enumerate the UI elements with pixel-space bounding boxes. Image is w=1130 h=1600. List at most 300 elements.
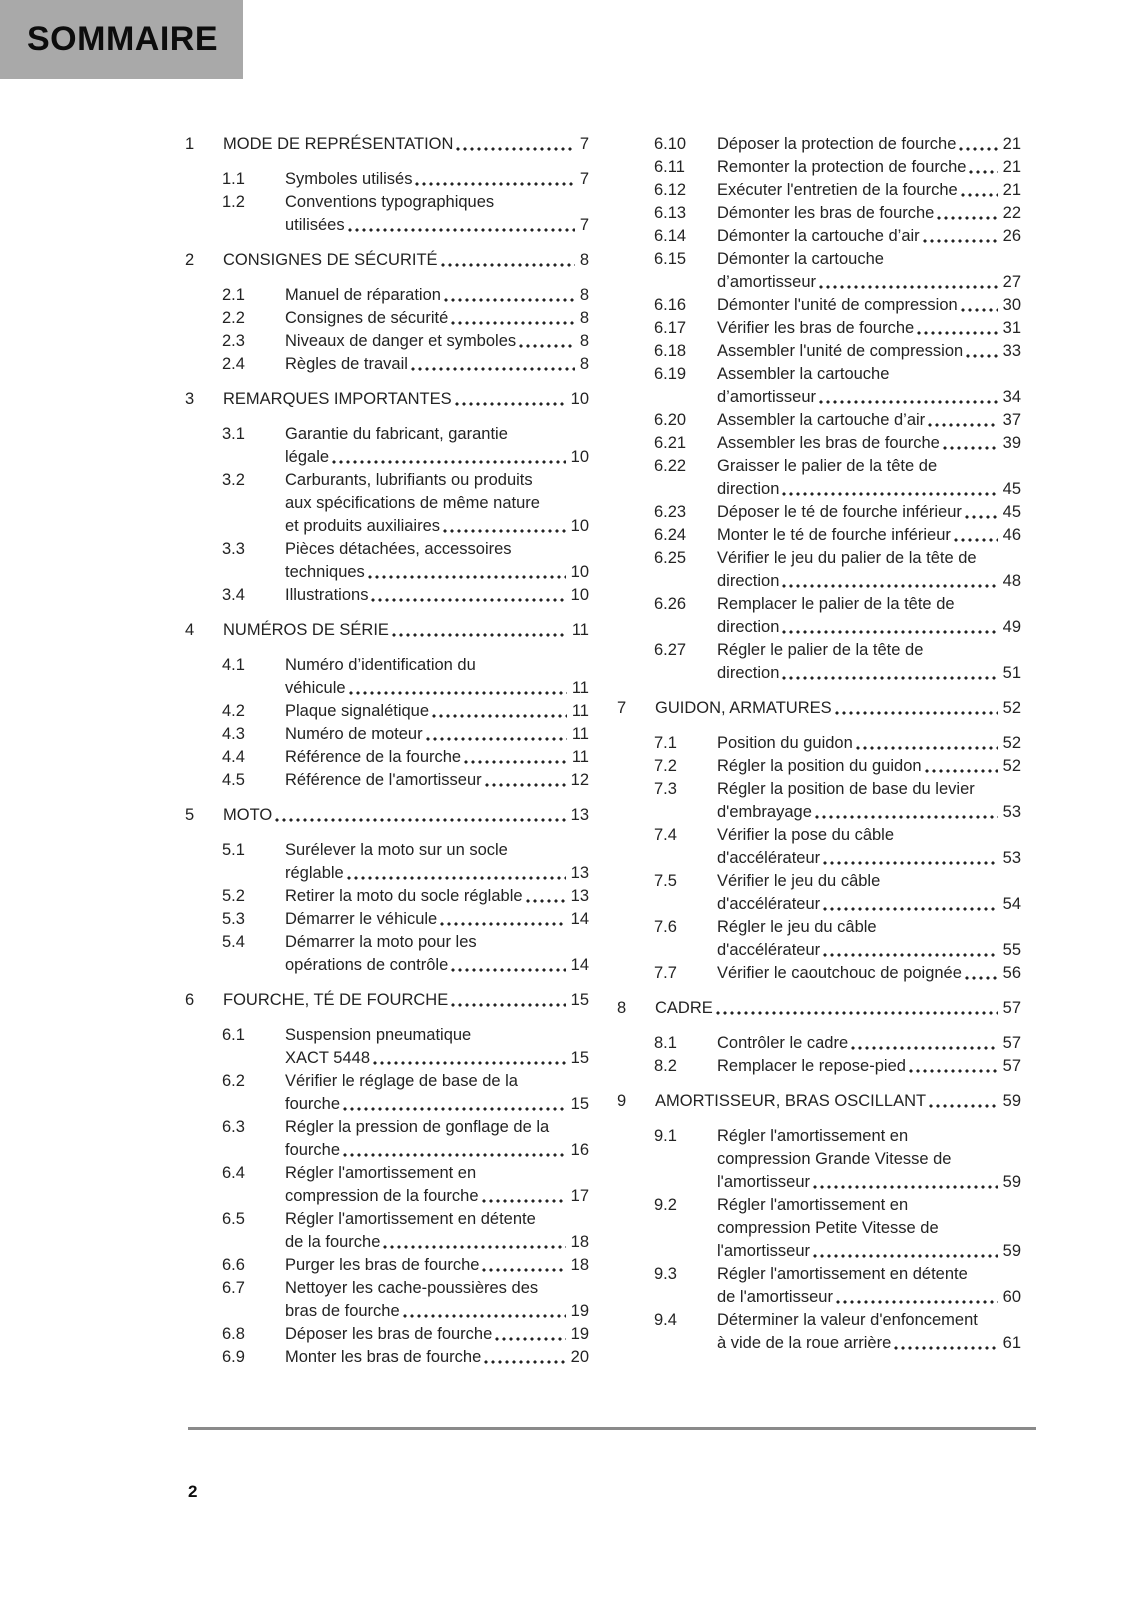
toc-entry-title-text: Contrôler le cadre bbox=[717, 1034, 849, 1052]
toc-entry[interactable] bbox=[222, 191, 589, 237]
toc-entry-page: 49 bbox=[1002, 618, 1021, 636]
toc-entry[interactable] bbox=[654, 639, 1021, 685]
toc-entry-title-text: d'accélérateur bbox=[717, 849, 821, 867]
toc-entry[interactable] bbox=[222, 1346, 589, 1369]
toc-entry-page: 10 bbox=[570, 390, 589, 408]
toc-entry-number: 4.5 bbox=[222, 771, 245, 789]
dotted-leader bbox=[371, 584, 565, 607]
dotted-leader bbox=[373, 1047, 566, 1070]
dotted-leader bbox=[856, 732, 998, 755]
toc-entry-title-text: direction bbox=[717, 664, 780, 682]
toc-entry[interactable] bbox=[654, 455, 1021, 501]
toc-entry-title-line bbox=[717, 133, 1021, 156]
toc-entry-title-line bbox=[285, 1047, 589, 1070]
toc-entry-page: 22 bbox=[1002, 204, 1021, 222]
toc-entry-title-line bbox=[223, 989, 589, 1012]
toc-entry[interactable] bbox=[222, 1162, 589, 1208]
toc-entry-page: 39 bbox=[1002, 434, 1021, 452]
toc-entry-title-line bbox=[285, 1162, 589, 1185]
toc-entry-title-line bbox=[655, 997, 1021, 1020]
toc-entry-page: 8 bbox=[579, 309, 589, 327]
toc-entry-title bbox=[285, 885, 589, 908]
toc-entry-title-text: Régler la pression de gonflage de la bbox=[285, 1118, 550, 1136]
dotted-leader bbox=[943, 432, 998, 455]
toc-entry-page: 20 bbox=[570, 1348, 589, 1366]
dotted-leader bbox=[929, 1090, 998, 1113]
toc-entry[interactable] bbox=[222, 423, 589, 469]
toc-entry-title-text: compression de la fourche bbox=[285, 1187, 479, 1205]
dotted-leader bbox=[484, 1346, 565, 1369]
toc-entry[interactable] bbox=[654, 363, 1021, 409]
toc-entry[interactable] bbox=[654, 524, 1021, 547]
dotted-leader bbox=[835, 697, 998, 720]
toc-entry-title-text: Assembler la cartouche d’air bbox=[717, 411, 926, 429]
toc-entry-page: 59 bbox=[1002, 1242, 1021, 1260]
toc-entry[interactable] bbox=[654, 1194, 1021, 1263]
toc-entry-title-line bbox=[717, 547, 1021, 570]
toc-entry[interactable] bbox=[654, 824, 1021, 870]
toc-entry[interactable] bbox=[654, 248, 1021, 294]
toc-entry-number: 1 bbox=[185, 135, 195, 153]
toc-entry-number: 6.17 bbox=[654, 319, 687, 337]
toc-entry[interactable] bbox=[654, 202, 1021, 225]
toc-entry-page: 53 bbox=[1002, 803, 1021, 821]
toc-entry-title-line bbox=[717, 616, 1021, 639]
toc-entry[interactable] bbox=[222, 1323, 589, 1346]
toc-entry[interactable] bbox=[654, 1125, 1021, 1194]
toc-entry-title-line bbox=[223, 804, 589, 827]
toc-entry-title-line bbox=[285, 1208, 589, 1231]
toc-entry-number: 9 bbox=[617, 1092, 627, 1110]
toc-entry-page: 53 bbox=[1002, 849, 1021, 867]
toc-entry[interactable] bbox=[617, 1090, 1021, 1113]
dotted-leader bbox=[415, 168, 574, 191]
toc-entry-number: 8.2 bbox=[654, 1057, 677, 1075]
toc-entry-title-text: Consignes de sécurité bbox=[285, 309, 449, 327]
toc-entry[interactable] bbox=[222, 723, 589, 746]
toc-entry-title-text: l'amortisseur bbox=[717, 1242, 811, 1260]
dotted-leader bbox=[519, 330, 575, 353]
toc-entry-page: 15 bbox=[570, 1049, 589, 1067]
dotted-leader bbox=[451, 954, 565, 977]
dotted-leader bbox=[813, 1240, 998, 1263]
toc-entry-title-line bbox=[285, 862, 589, 885]
toc-entry-number: 7.5 bbox=[654, 872, 677, 890]
toc-entry-page: 11 bbox=[571, 702, 589, 720]
toc-entry[interactable] bbox=[654, 547, 1021, 593]
toc-entry[interactable] bbox=[654, 409, 1021, 432]
toc-entry-number: 1.2 bbox=[222, 193, 245, 211]
toc-entry-title-line bbox=[285, 1300, 589, 1323]
toc-entry[interactable] bbox=[654, 225, 1021, 248]
toc-entry[interactable] bbox=[654, 340, 1021, 363]
dotted-leader bbox=[348, 214, 575, 237]
toc-entry-title bbox=[223, 989, 589, 1012]
toc-entry-title-line bbox=[717, 202, 1021, 225]
toc-entry-title-text: Démarrer le véhicule bbox=[285, 910, 438, 928]
toc-entry-title-text: direction bbox=[717, 480, 780, 498]
toc-entry[interactable] bbox=[617, 697, 1021, 720]
toc-entry-title-line bbox=[717, 225, 1021, 248]
toc-entry-title-text: Remplacer le palier de la tête de bbox=[717, 595, 955, 613]
toc-entry-page: 8 bbox=[579, 355, 589, 373]
toc-entry-title bbox=[717, 778, 1021, 824]
toc-entry-page: 55 bbox=[1002, 941, 1021, 959]
toc-entry-page: 8 bbox=[579, 332, 589, 350]
toc-entry-number: 9.4 bbox=[654, 1311, 677, 1329]
toc-entry-title bbox=[223, 133, 589, 156]
toc-entry-title bbox=[285, 723, 589, 746]
toc-entry-number: 5.4 bbox=[222, 933, 245, 951]
toc-entry[interactable] bbox=[222, 1116, 589, 1162]
toc-entry[interactable] bbox=[617, 997, 1021, 1020]
toc-entry[interactable] bbox=[654, 732, 1021, 755]
toc-entry[interactable] bbox=[222, 700, 589, 723]
toc-entry-title-line bbox=[717, 455, 1021, 478]
dotted-leader bbox=[851, 1032, 997, 1055]
toc-entry-number: 6.14 bbox=[654, 227, 687, 245]
toc-entry-title-line bbox=[655, 697, 1021, 720]
toc-entry-title bbox=[655, 997, 1021, 1020]
toc-entry[interactable] bbox=[222, 839, 589, 885]
toc-entry-title-text: Carburants, lubrifiants ou produits bbox=[285, 471, 533, 489]
toc-entry-title-line bbox=[717, 524, 1021, 547]
toc-entry-title-text: MOTO bbox=[223, 806, 273, 824]
dotted-leader bbox=[954, 524, 998, 547]
dotted-leader bbox=[426, 723, 567, 746]
toc-entry-page: 11 bbox=[571, 679, 589, 697]
toc-entry[interactable] bbox=[654, 501, 1021, 524]
toc-entry[interactable] bbox=[654, 778, 1021, 824]
toc-entry[interactable] bbox=[654, 870, 1021, 916]
toc-entry[interactable] bbox=[222, 584, 589, 607]
toc-entry-title-text: Déposer le té de fourche inférieur bbox=[717, 503, 962, 521]
toc-entry[interactable] bbox=[654, 1263, 1021, 1309]
toc-entry-title bbox=[285, 191, 589, 237]
toc-entry-title-line bbox=[717, 478, 1021, 501]
toc-entry-title-text: MODE DE REPRÉSENTATION bbox=[223, 135, 454, 153]
toc-entry-title-line bbox=[285, 723, 589, 746]
toc-entry-title-line bbox=[717, 432, 1021, 455]
toc-entry-title bbox=[285, 584, 589, 607]
toc-entry-page: 21 bbox=[1002, 181, 1021, 199]
toc-entry-title-line bbox=[717, 1263, 1021, 1286]
toc-entry-title bbox=[717, 225, 1021, 248]
toc-entry-number: 6.9 bbox=[222, 1348, 245, 1366]
dotted-leader bbox=[819, 271, 998, 294]
toc-entry-title-line bbox=[717, 340, 1021, 363]
toc-entry-title bbox=[655, 1090, 1021, 1113]
toc-entry-title bbox=[285, 839, 589, 885]
toc-entry-page: 46 bbox=[1002, 526, 1021, 544]
toc-entry-title-text: Assembler l'unité de compression bbox=[717, 342, 964, 360]
dotted-leader bbox=[411, 353, 575, 376]
dotted-leader bbox=[444, 284, 575, 307]
toc-entry[interactable] bbox=[222, 330, 589, 353]
toc-entry-title bbox=[717, 156, 1021, 179]
dotted-leader bbox=[917, 317, 997, 340]
toc-entry-title bbox=[285, 1116, 589, 1162]
toc-entry-title-text: Vérifier le jeu du palier de la tête de bbox=[717, 549, 977, 567]
footer-divider bbox=[188, 1427, 1036, 1430]
toc-entry-title-text: Manuel de réparation bbox=[285, 286, 441, 304]
toc-entry-title-line bbox=[285, 515, 589, 538]
toc-entry-page: 21 bbox=[1002, 135, 1021, 153]
toc-entry[interactable] bbox=[222, 538, 589, 584]
toc-entry[interactable] bbox=[185, 249, 589, 272]
toc-entry-number: 5.2 bbox=[222, 887, 245, 905]
toc-entry-title bbox=[717, 639, 1021, 685]
toc-entry-page: 13 bbox=[570, 806, 589, 824]
toc-entry-title-line bbox=[285, 561, 589, 584]
toc-entry-title-text: Surélever la moto sur un socle bbox=[285, 841, 508, 859]
toc-entry-number: 6.20 bbox=[654, 411, 687, 429]
toc-entry[interactable] bbox=[222, 168, 589, 191]
toc-entry-title-text: Position du guidon bbox=[717, 734, 853, 752]
toc-entry-number: 5.3 bbox=[222, 910, 245, 928]
toc-entry-title-line bbox=[717, 363, 1021, 386]
toc-entry[interactable] bbox=[185, 989, 589, 1012]
toc-entry-title-line bbox=[717, 1171, 1021, 1194]
toc-column-left bbox=[185, 133, 589, 1369]
toc-entry-title-line bbox=[717, 593, 1021, 616]
toc-entry-title bbox=[717, 363, 1021, 409]
toc-entry-title bbox=[223, 804, 589, 827]
toc-entry-title bbox=[285, 423, 589, 469]
toc-entry[interactable] bbox=[654, 755, 1021, 778]
toc-entry-number: 7 bbox=[617, 699, 627, 717]
dotted-leader bbox=[343, 1139, 566, 1162]
toc-entry-title bbox=[717, 1125, 1021, 1194]
toc-entry-title-line bbox=[717, 1217, 1021, 1240]
toc-entry[interactable] bbox=[654, 317, 1021, 340]
dotted-leader bbox=[332, 446, 566, 469]
toc-entry-page: 56 bbox=[1002, 964, 1021, 982]
toc-entry-title-text: d'accélérateur bbox=[717, 895, 821, 913]
toc-entry-title-text: aux spécifications de même nature bbox=[285, 494, 540, 512]
toc-entry-title-line bbox=[717, 248, 1021, 271]
toc-entry[interactable] bbox=[222, 769, 589, 792]
toc-entry[interactable] bbox=[185, 133, 589, 156]
dotted-leader bbox=[815, 801, 998, 824]
toc-entry[interactable] bbox=[185, 804, 589, 827]
toc-entry-title-text: Purger les bras de fourche bbox=[285, 1256, 480, 1274]
toc-entry-page: 30 bbox=[1002, 296, 1021, 314]
toc-entry-page: 12 bbox=[570, 771, 589, 789]
toc-entry-page: 61 bbox=[1002, 1334, 1021, 1352]
toc-entry[interactable] bbox=[185, 388, 589, 411]
toc-entry-page: 11 bbox=[571, 748, 589, 766]
toc-entry[interactable] bbox=[185, 619, 589, 642]
dotted-leader bbox=[894, 1332, 997, 1355]
toc-entry-title-line bbox=[717, 570, 1021, 593]
toc-entry-page: 10 bbox=[570, 586, 589, 604]
toc-entry-title bbox=[285, 353, 589, 376]
toc-entry[interactable] bbox=[654, 1309, 1021, 1355]
dotted-leader bbox=[782, 570, 997, 593]
toc-entry-title bbox=[717, 870, 1021, 916]
toc-entry-title-text: d’amortisseur bbox=[717, 273, 817, 291]
dotted-leader bbox=[959, 133, 997, 156]
toc-entry-title-text: réglable bbox=[285, 864, 344, 882]
toc-entry-title-text: Retirer la moto du socle réglable bbox=[285, 887, 523, 905]
toc-entry-title bbox=[717, 824, 1021, 870]
toc-entry[interactable] bbox=[222, 1277, 589, 1323]
toc-entry-title-line bbox=[285, 214, 589, 237]
toc-entry-title-line bbox=[717, 179, 1021, 202]
toc-entry-title-text: techniques bbox=[285, 563, 365, 581]
toc-entry-page: 7 bbox=[579, 135, 589, 153]
toc-entry-title-text: Déterminer la valeur d'enfoncement bbox=[717, 1311, 978, 1329]
toc-entry-title-text: bras de fourche bbox=[285, 1302, 400, 1320]
toc-entry-number: 4.2 bbox=[222, 702, 245, 720]
toc-entry-number: 9.2 bbox=[654, 1196, 677, 1214]
toc-entry[interactable] bbox=[654, 1032, 1021, 1055]
toc-entry-title-line bbox=[717, 1194, 1021, 1217]
toc-entry-number: 7.3 bbox=[654, 780, 677, 798]
toc-entry-title-line bbox=[223, 249, 589, 272]
toc-entry-title-line bbox=[285, 307, 589, 330]
toc-entry-title bbox=[285, 746, 589, 769]
toc-entry[interactable] bbox=[654, 916, 1021, 962]
toc-entry-title bbox=[717, 317, 1021, 340]
toc-entry-page: 18 bbox=[570, 1233, 589, 1251]
dotted-leader bbox=[392, 619, 567, 642]
toc-entry-page: 27 bbox=[1002, 273, 1021, 291]
toc-entry-title-text: compression Petite Vitesse de bbox=[717, 1219, 939, 1237]
dotted-leader bbox=[275, 804, 565, 827]
toc-entry[interactable] bbox=[222, 908, 589, 931]
toc-entry-number: 6.7 bbox=[222, 1279, 245, 1297]
dotted-leader bbox=[966, 340, 997, 363]
toc-entry-number: 3.2 bbox=[222, 471, 245, 489]
toc-entry[interactable] bbox=[654, 179, 1021, 202]
toc-entry-number: 9.3 bbox=[654, 1265, 677, 1283]
toc-entry-page: 57 bbox=[1002, 1034, 1021, 1052]
toc-entry[interactable] bbox=[222, 654, 589, 700]
toc-entry[interactable] bbox=[222, 469, 589, 538]
toc-entry-title-text: Remplacer le repose-pied bbox=[717, 1057, 906, 1075]
toc-entry-title-text: Plaque signalétique bbox=[285, 702, 430, 720]
toc-entry-title-line bbox=[285, 1093, 589, 1116]
toc-entry-title-text: Conventions typographiques bbox=[285, 193, 495, 211]
toc-entry-title-text: Régler l'amortissement en détente bbox=[717, 1265, 968, 1283]
toc-entry[interactable] bbox=[222, 1024, 589, 1070]
toc-entry-number: 4 bbox=[185, 621, 195, 639]
toc-entry[interactable] bbox=[222, 746, 589, 769]
toc-entry-title-line bbox=[717, 893, 1021, 916]
toc-entry-title bbox=[285, 654, 589, 700]
toc-entry-title-line bbox=[223, 133, 589, 156]
toc-entry[interactable] bbox=[222, 1208, 589, 1254]
toc-entry[interactable] bbox=[222, 885, 589, 908]
toc-entry-title bbox=[717, 409, 1021, 432]
toc-entry-title bbox=[285, 908, 589, 931]
dotted-leader bbox=[782, 662, 997, 685]
toc-entry-title-text: Graisser le palier de la tête de bbox=[717, 457, 938, 475]
toc-entry-number: 6.23 bbox=[654, 503, 687, 521]
dotted-leader bbox=[441, 249, 575, 272]
dotted-leader bbox=[455, 388, 566, 411]
toc-entry[interactable] bbox=[222, 931, 589, 977]
toc-entry-title-text: fourche bbox=[285, 1141, 341, 1159]
toc-entry-title-text: Monter le té de fourche inférieur bbox=[717, 526, 951, 544]
toc-entry-title-line bbox=[285, 954, 589, 977]
dotted-leader bbox=[464, 746, 567, 769]
toc-entry-title-text: Vérifier les bras de fourche bbox=[717, 319, 915, 337]
toc-entry-title-text: de la fourche bbox=[285, 1233, 381, 1251]
toc-entry-title bbox=[717, 1194, 1021, 1263]
toc-entry-title bbox=[717, 593, 1021, 639]
dotted-leader bbox=[813, 1171, 998, 1194]
dotted-leader bbox=[823, 893, 998, 916]
dotted-leader bbox=[965, 962, 998, 985]
toc-entry-title bbox=[717, 294, 1021, 317]
toc-entry-title-text: Remonter la protection de fourche bbox=[717, 158, 967, 176]
dotted-leader bbox=[823, 847, 998, 870]
toc-entry-title-text: et produits auxiliaires bbox=[285, 517, 440, 535]
toc-entry-number: 6.5 bbox=[222, 1210, 245, 1228]
dotted-leader bbox=[383, 1231, 565, 1254]
toc-entry-number: 6.6 bbox=[222, 1256, 245, 1274]
dotted-leader bbox=[403, 1300, 566, 1323]
toc-entry-title-text: Régler l'amortissement en bbox=[717, 1196, 909, 1214]
toc-entry[interactable] bbox=[222, 353, 589, 376]
toc-entry-title-text: légale bbox=[285, 448, 330, 466]
toc-entry[interactable] bbox=[654, 593, 1021, 639]
toc-entry-title bbox=[717, 547, 1021, 593]
toc-entry-title-line bbox=[717, 1055, 1021, 1078]
toc-entry[interactable] bbox=[222, 1254, 589, 1277]
toc-entry-title-text: Démarrer la moto pour les bbox=[285, 933, 477, 951]
toc-entry[interactable] bbox=[654, 133, 1021, 156]
toc-entry[interactable] bbox=[222, 284, 589, 307]
toc-entry[interactable] bbox=[222, 307, 589, 330]
toc-entry[interactable] bbox=[654, 156, 1021, 179]
dotted-leader bbox=[961, 179, 998, 202]
toc-entry[interactable] bbox=[222, 1070, 589, 1116]
toc-entry-number: 6.4 bbox=[222, 1164, 245, 1182]
toc-entry-title-text: Référence de l'amortisseur bbox=[285, 771, 482, 789]
dotted-leader bbox=[819, 386, 998, 409]
toc-entry-title-line bbox=[717, 271, 1021, 294]
toc-entry-number: 2.4 bbox=[222, 355, 245, 373]
toc-entry-title-line bbox=[717, 1332, 1021, 1355]
toc-entry-page: 17 bbox=[570, 1187, 589, 1205]
toc-entry-title-line bbox=[285, 1185, 589, 1208]
toc-entry-number: 6 bbox=[185, 991, 195, 1009]
toc-entry-title bbox=[285, 284, 589, 307]
dotted-leader bbox=[965, 501, 998, 524]
toc-entry-title-text: NUMÉROS DE SÉRIE bbox=[223, 621, 389, 639]
toc-entry-number: 1.1 bbox=[222, 170, 245, 188]
toc-entry-number: 6.18 bbox=[654, 342, 687, 360]
toc-entry-page: 13 bbox=[570, 864, 589, 882]
toc-entry-title-line bbox=[717, 662, 1021, 685]
toc-entry[interactable] bbox=[654, 962, 1021, 985]
toc-entry-title bbox=[285, 1346, 589, 1369]
toc-entry-title-line bbox=[717, 847, 1021, 870]
toc-entry[interactable] bbox=[654, 1055, 1021, 1078]
toc-entry-title-text: Régler l'amortissement en bbox=[717, 1127, 909, 1145]
toc-entry[interactable] bbox=[654, 294, 1021, 317]
toc-entry-title-line bbox=[285, 1024, 589, 1047]
toc-entry-title-text: véhicule bbox=[285, 679, 346, 697]
page-header bbox=[0, 0, 243, 79]
toc-entry-title-text: Numéro de moteur bbox=[285, 725, 423, 743]
dotted-leader bbox=[923, 225, 998, 248]
toc-entry[interactable] bbox=[654, 432, 1021, 455]
